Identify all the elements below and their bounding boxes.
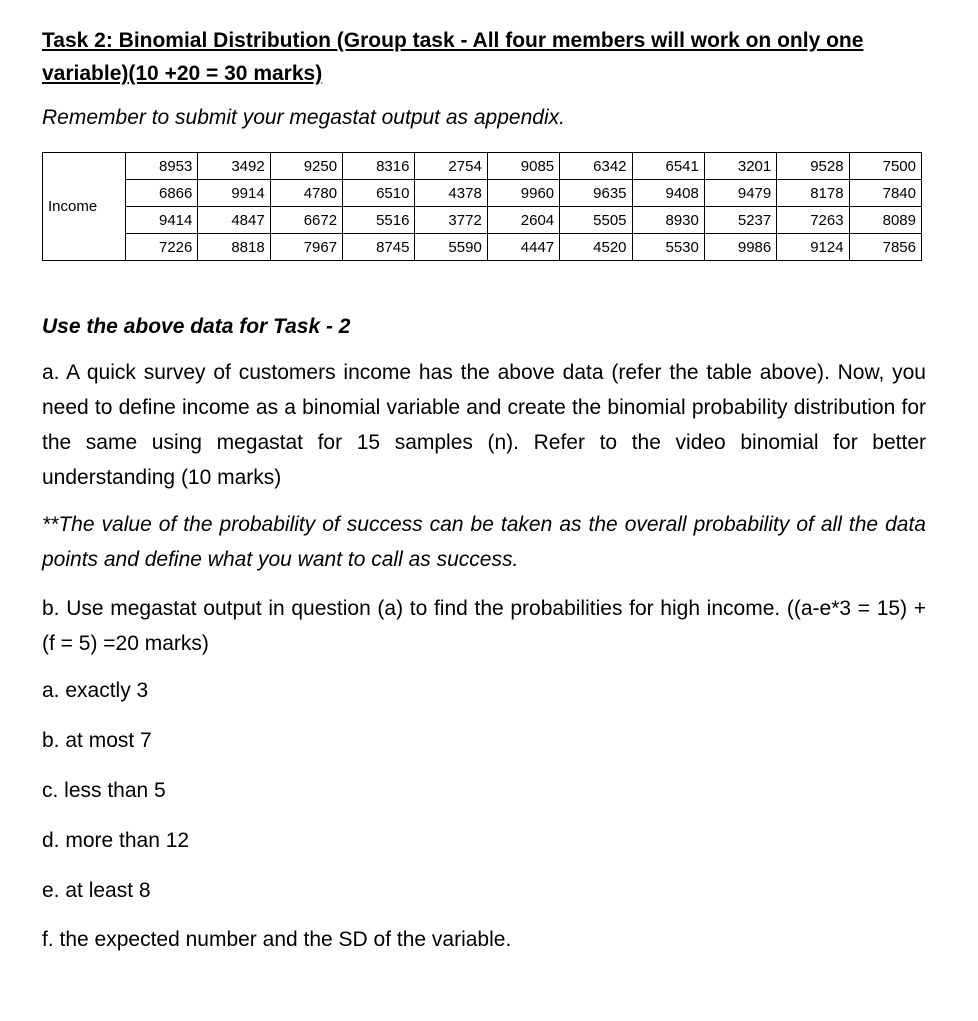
table-row (43, 207, 922, 234)
table-cell: 4378 (415, 180, 487, 207)
table-cell: 2754 (415, 153, 487, 180)
table-cell: 4847 (198, 207, 270, 234)
task-title: Task 2: Binomial Distribution (Group task - All four members will work on only one variable)(10 +20 = 30 marks) (42, 29, 864, 85)
table-row (43, 153, 922, 180)
success-note: **The value of the probability of success can be taken as the overall probability of all the data points and define what you want to call as success. (42, 513, 926, 571)
table-cell: 9914 (198, 180, 270, 207)
table-cell: 6342 (560, 153, 632, 180)
table-cell: 5505 (560, 207, 632, 234)
table-cell: 8178 (777, 180, 849, 207)
table-cell: 6866 (126, 180, 198, 207)
table-cell: 8953 (126, 153, 198, 180)
table-cell: 2604 (487, 207, 559, 234)
table-row (43, 180, 922, 207)
table-cell: 7856 (849, 234, 921, 261)
table-cell: 3772 (415, 207, 487, 234)
table-cell: 9635 (560, 180, 632, 207)
income-table (42, 152, 922, 261)
list-item: d. more than 12 (42, 829, 190, 852)
list-item: a. exactly 3 (42, 679, 149, 702)
list-item: e. at least 8 (42, 879, 151, 902)
table-cell: 7226 (126, 234, 198, 261)
table-cell: 5530 (632, 234, 704, 261)
table-cell: 3492 (198, 153, 270, 180)
table-cell: 4780 (270, 180, 342, 207)
table-cell: 8818 (198, 234, 270, 261)
table-cell: 9408 (632, 180, 704, 207)
table-cell: 8930 (632, 207, 704, 234)
table-cell: 4520 (560, 234, 632, 261)
question-b-paragraph: b. Use megastat output in question (a) to find the probabilities for high income. ((a-e*3 = 15) + (f = 5) =20 marks) (42, 597, 926, 655)
list-item: b. at most 7 (42, 729, 152, 752)
table-cell: 9528 (777, 153, 849, 180)
table-cell: 8745 (343, 234, 415, 261)
table-cell: 5237 (704, 207, 776, 234)
table-cell: 9960 (487, 180, 559, 207)
table-row (43, 234, 922, 261)
table-cell: 7967 (270, 234, 342, 261)
table-cell: 9986 (704, 234, 776, 261)
table-cell: 5590 (415, 234, 487, 261)
table-cell: 8316 (343, 153, 415, 180)
question-a-paragraph: a. A quick survey of customers income has the above data (refer the table above). Now, you need to define income as a binomial variable and create the binomial probability distribution for the same using megastat for 15 samples (n). Refer to the video binomial for better understanding (10 marks) (42, 361, 926, 489)
list-item: f. the expected number and the SD of the variable. (42, 928, 512, 951)
table-cell: 9085 (487, 153, 559, 180)
table-cell: 5516 (343, 207, 415, 234)
table-cell: 6510 (343, 180, 415, 207)
table-cell: 3201 (704, 153, 776, 180)
table-cell: 9479 (704, 180, 776, 207)
table-cell: 6672 (270, 207, 342, 234)
table-cell: 8089 (849, 207, 921, 234)
table-cell: 7840 (849, 180, 921, 207)
document-page (42, 24, 926, 954)
table-cell: 6541 (632, 153, 704, 180)
table-cell: 7500 (849, 153, 921, 180)
table-cell: 9250 (270, 153, 342, 180)
table-cell: 4447 (487, 234, 559, 261)
list-item: c. less than 5 (42, 779, 166, 802)
row-label-income: Income (43, 153, 126, 261)
table-cell: 9414 (126, 207, 198, 234)
section-subheading: Use the above data for Task - 2 (42, 315, 351, 338)
reminder-note: Remember to submit your megastat output as appendix. (42, 106, 565, 129)
table-cell: 7263 (777, 207, 849, 234)
table-cell: 9124 (777, 234, 849, 261)
